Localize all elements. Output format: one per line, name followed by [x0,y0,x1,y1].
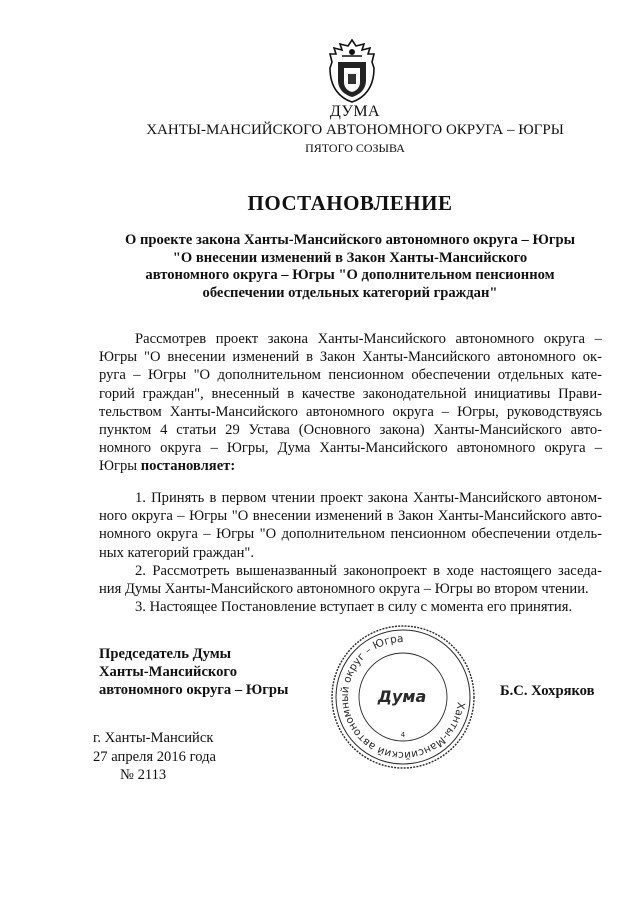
subject-line: обеспечении отдельных категорий граждан" [202,284,498,301]
item-line: ния Думы Ханты-Мансийского автономного округа – Югры во втором чтении. [99,581,589,598]
official-seal-stamp [329,623,477,771]
seal-ring-text: Ханты-Мансийский автономный округ – Югра [338,632,467,762]
org-name-line2: ХАНТЫ-МАНСИЙСКОГО АВТОНОМНОГО ОКРУГА – ЮГРЫ [146,122,564,138]
body-line: тельством Ханты-Мансийского автономного округа – Югры, руководствуясь [99,403,602,420]
resolution-items [99,489,602,616]
body-line-final [99,457,602,475]
org-name-line1: ДУМА [329,103,381,120]
item-line: ных категорий граждан". [99,544,255,561]
document-footer [93,729,216,785]
item-line: номного округа – Югры "О дополнительном пенсионном обеспечении отдель- [99,526,602,543]
footer-doc-number: № 2113 [120,767,167,783]
org-convocation: ПЯТОГО СОЗЫВА [305,141,405,155]
coat-of-arms-emblem [326,38,378,104]
body-line: номного округа – Югры, Дума Ханты-Мансийского автономного округа – [99,440,602,457]
subject-line: О проекте закона Ханты-Мансийского автономного округа – Югры [124,232,576,248]
signatory-name: Б.С. Хохряков [500,683,595,699]
signatory-title-line: автономного округа – Югры [99,682,289,699]
item-line: 2. Рассмотреть вышеназванный законопроект в ходе настоящего заседа- [135,562,602,579]
body-line: руга – Югры "О дополнительном пенсионном обеспечении отдельных кате- [99,367,602,384]
body-text: Югры [99,458,138,475]
body-line: горий граждан", внесенный в качестве законодательной инициативы Прави- [99,385,602,402]
body-line: Рассмотрев проект закона Ханты-Мансийского автономного округа – [135,331,602,347]
footer-city: г. Ханты-Мансийск [93,730,214,746]
subject-line: автономного округа – Югры "О дополнительном пенсионном [145,267,555,284]
signatory-title-line: Ханты-Мансийского [99,664,237,681]
decree-word: постановляет: [140,458,236,475]
seal-number: 4 [400,731,406,739]
item-line: 3. Настоящее Постановление вступает в силу с момента его принятия. [135,599,573,616]
body-line: Югры "О внесении изменений в Закон Ханты-Мансийского автономного ок- [99,349,602,366]
document-subject [100,232,600,302]
signatory-title [99,645,288,700]
footer-date: 27 апреля 2016 года [93,748,216,765]
signatory-title-line: Председатель Думы [99,646,232,662]
item-line: ного округа – Югры "О внесении изменений в Закон Ханты-Мансийского авто- [99,508,602,525]
preamble-paragraph [99,330,602,476]
document-title: ПОСТАНОВЛЕНИЕ [247,191,453,215]
seal-center-text: Дума [377,687,427,706]
item-line: 1. Принять в первом чтении проект закона Ханты-Мансийского автоном- [135,490,602,506]
body-line: пунктом 4 статьи 29 Устава (Основного закона) Ханты-Мансийского авто- [99,422,602,439]
subject-line: "О внесении изменений в Закон Ханты-Мансийского [172,249,528,266]
